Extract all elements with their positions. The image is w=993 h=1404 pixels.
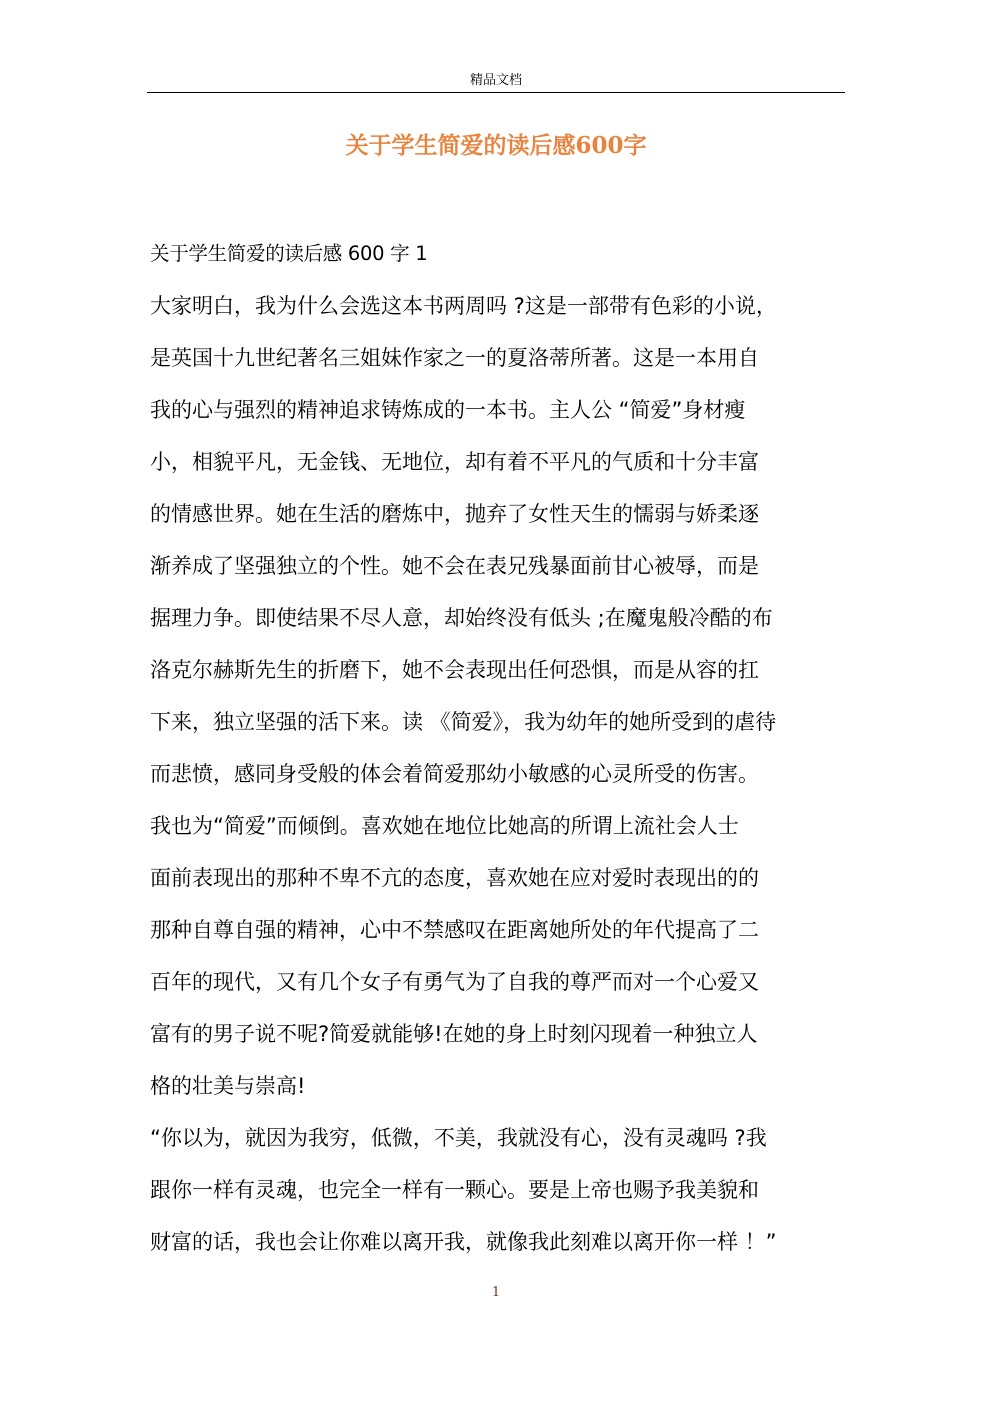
- page-number: 1: [491, 1285, 501, 1300]
- body-line: 大家明白，我为什么会选这本书两周吗 ?这是一部带有色彩的小说，: [150, 294, 777, 318]
- body-line: 的情感世界。她在生活的磨炼中，抛弃了女性天生的懦弱与娇柔逐: [150, 502, 759, 526]
- body-line: 面前表现出的那种不卑不亢的态度，喜欢她在应对爱时表现出的的: [150, 866, 759, 890]
- body-line: 小，相貌平凡，无金钱、无地位，却有着不平凡的气质和十分丰富: [150, 450, 759, 474]
- body-line: 我的心与强烈的精神追求铸炼成的一本书。主人公 “简爱”身材瘦: [150, 398, 746, 422]
- section-subheading: 关于学生简爱的读后感 600 字 1: [150, 242, 428, 265]
- header-divider: [147, 92, 845, 93]
- body-line: 而悲愤，感同身受般的体会着简爱那幼小敏感的心灵所受的伤害。: [150, 762, 759, 786]
- body-line: 百年的现代，又有几个女子有勇气为了自我的尊严而对一个心爱又: [150, 970, 759, 994]
- document-body: [150, 236, 850, 1276]
- body-line: 格的壮美与崇高!: [150, 1074, 306, 1098]
- body-line: 是英国十九世纪著名三姐妹作家之一的夏洛蒂所著。这是一本用自: [150, 346, 759, 370]
- body-line: 富有的男子说不呢?简爱就能够!在她的身上时刻闪现着一种独立人: [150, 1022, 758, 1046]
- body-line: 财富的话，我也会让你难以离开我，就像我此刻难以离开你一样 ！”: [150, 1230, 777, 1254]
- body-line: 据理力争。即使结果不尽人意，却始终没有低头 ;在魔鬼般冷酷的布: [150, 606, 773, 630]
- body-line: 跟你一样有灵魂，也完全一样有一颗心。要是上帝也赐予我美貌和: [150, 1178, 759, 1202]
- body-line: “你以为，就因为我穷，低微，不美，我就没有心，没有灵魂吗 ?我: [150, 1126, 767, 1150]
- body-line: 那种自尊自强的精神，心中不禁感叹在距离她所处的年代提高了二: [150, 918, 759, 942]
- body-line: 渐养成了坚强独立的个性。她不会在表兄残暴面前甘心被辱，而是: [150, 554, 759, 578]
- document-title: 关于学生简爱的读后感600字: [345, 132, 647, 159]
- body-line: 洛克尔赫斯先生的折磨下，她不会表现出任何恐惧，而是从容的扛: [150, 658, 759, 682]
- body-line: 我也为“简爱”而倾倒。喜欢她在地位比她高的所谓上流社会人士: [150, 814, 739, 838]
- body-line: 下来，独立坚强的活下来。读 《简爱》，我为幼年的她所受到的虐待: [150, 710, 777, 734]
- page-header: 精品文档: [469, 73, 522, 88]
